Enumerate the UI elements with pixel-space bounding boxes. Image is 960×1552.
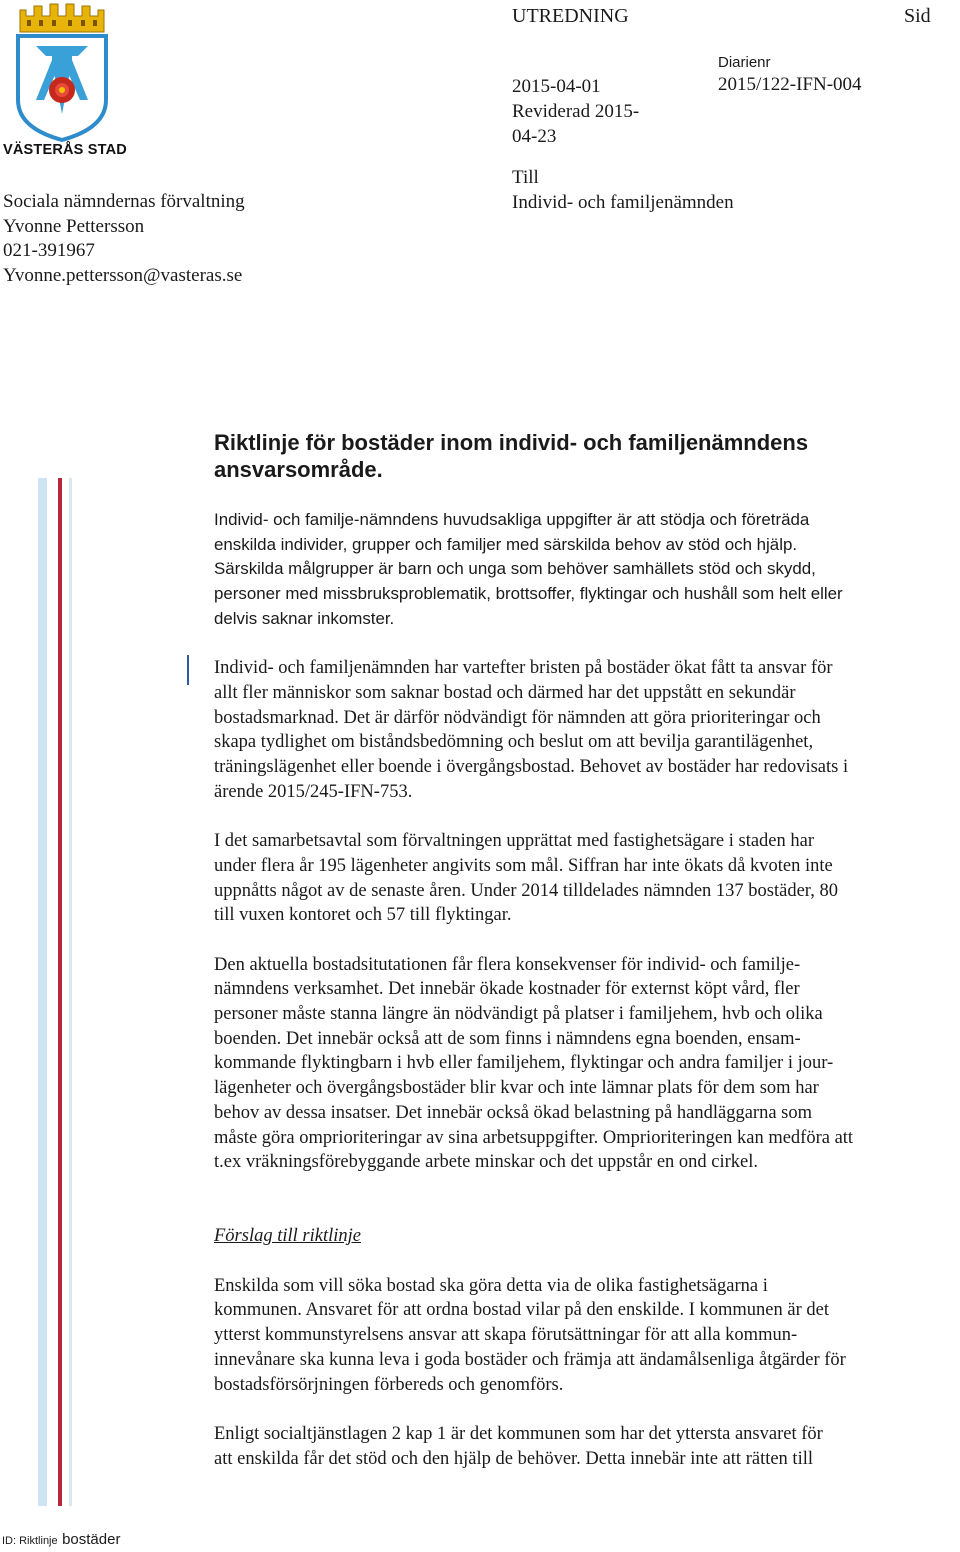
sender-department: Sociala nämndernas förvaltning [3,191,245,212]
text-line: ärende 2015/245-IFN-753. [214,781,413,802]
revision-change-bar [187,655,189,685]
document-title [214,429,914,483]
text-line: nämndens verksamhet. Det innebär ökade kostnader för externst köpt vård, fler [214,979,800,1000]
text-line: lägenheter och övergångsbostäder blir kvar och inte lämnar plats för dem som har [214,1078,819,1099]
footer-id-label: ID: Riktlinje [2,1535,58,1547]
decorative-stripe-blue [38,478,47,1506]
text-line: till vuxen kontoret och 57 till flyktingar. [214,905,512,926]
text-line: allt fler människor som saknar bostad och därmed har det uppstått en sekundär [214,682,796,703]
text-line: boenden. Det innebär också att de som finns i nämndens egna boenden, ensam- [214,1028,801,1049]
text-line: personer med missbruksproblematik, brottsoffer, flyktingar och hushåll som helt eller [214,584,843,604]
sender-phone: 021-391967 [3,240,95,261]
diarienr-label: Diarienr [718,54,771,71]
paragraph [214,656,959,804]
paragraph [214,829,959,928]
paragraph [214,1274,959,1398]
coat-of-arms-icon [14,2,110,142]
text-line: skapa tydlighet om biståndsbedömning och beslut om att bevilja garantilägenhet, [214,732,814,753]
revised-date-line2: 04-23 [512,126,557,147]
recipient-block [512,165,734,215]
footer-id [2,1531,120,1549]
text-line: Särskilda målgrupper är barn och unga som behöver samhällets stöd och skydd, [214,559,816,579]
text-line: Individ- och familjenämnden har vartefter bristen på bostäder ökat fått ta ansvar för [214,658,833,679]
city-name: VÄSTERÅS STAD [3,142,127,158]
paragraph [214,1422,959,1471]
section-heading-text: Förslag till riktlinje [214,1226,361,1247]
text-line: enskilda individer, grupper och familjer med särskilda behov av stöd och hjälp. [214,534,798,554]
text-line: bostadsförsörjningen förbereds och genomförs. [214,1374,564,1395]
text-line: uppnåtts något av de senaste åren. Under 2014 tilldelades nämnden 137 bostäder, 80 [214,880,838,901]
sender-email: Yvonne.pettersson@vasteras.se [3,264,243,286]
document-date: 2015-04-01 [512,76,601,97]
document-type: UTREDNING [512,5,629,27]
paragraph [214,953,959,1175]
text-line: Den aktuella bostadsitutationen får flera konsekvenser för individ- och familje- [214,954,801,975]
title-line: ansvarsområde. [214,457,383,482]
text-line: personer måste stanna längre än nödvändigt på platser i familjehem, hvb och olika [214,1004,823,1025]
diarienr-value: 2015/122-IFN-004 [718,74,862,95]
sender-block [3,190,245,288]
footer-id-value: bostäder [62,1531,121,1548]
text-line: under flera år 195 lägenheter angivits som mål. Siffran har inte ökats då kvoten inte [214,855,833,876]
text-line: Individ- och familje-nämndens huvudsakliga uppgifter är att stödja och företräda [214,510,810,529]
text-line: innevånare ska kunna leva i goda bostäder och främja att ändamålsenliga åtgärder för [214,1349,846,1370]
text-line: delvis saknar inkomster. [214,608,395,628]
page-label: Sid [904,5,931,27]
sender-name: Yvonne Pettersson [3,215,145,237]
recipient-label: Till [512,167,539,188]
text-line: kommunen. Ansvaret för att ordna bostad vilar på den enskilde. I kommunen är det [214,1300,829,1321]
text-line: ytterst kommunstyrelsens ansvar att skapa förutsättningar för att alla kommun- [214,1325,798,1346]
text-line: måste göra omprioriteringar av sina arbetsuppgifter. Omprioriteringen kan medföra att [214,1127,854,1148]
text-line: Enskilda som vill söka bostad ska göra detta via de olika fastighetsägarna i [214,1275,768,1296]
revised-date-line1: Reviderad 2015- [512,101,640,122]
date-block [512,74,672,149]
text-line: träningslägenhet eller boende i övergångsbostad. Behovet av bostäder har redovisats i [214,757,849,778]
text-line: att enskilda får det stöd och den hjälp de behöver. Detta innebär inte att rätten till [214,1448,813,1469]
text-line: kommande flyktingbarn i hvb eller familjehem, flyktingar och andra familjer i jour- [214,1053,834,1074]
intro-paragraph [214,508,959,632]
text-line: behov av dessa insatser. Det innebär också ökad belastning på handläggarna som [214,1102,812,1123]
decorative-stripe-red [58,478,62,1506]
text-line: Enligt socialtjänstlagen 2 kap 1 är det kommunen som har det yttersta ansvaret för [214,1423,823,1444]
text-line: t.ex vräkningsförebyggande arbete minskar och det uppstår en ond cirkel. [214,1152,759,1173]
title-line: Riktlinje för bostäder inom individ- och familjenämndens [214,430,809,455]
text-line: I det samarbetsavtal som förvaltningen upprättat med fastighetsägare i staden har [214,831,815,852]
document-body [214,508,959,1471]
decorative-stripe-light [69,478,72,1506]
text-line: bostadsmarknad. Det är därför nödvändigt för nämnden att göra prioriteringar och [214,707,821,728]
recipient-value: Individ- och familjenämnden [512,192,734,213]
section-heading [214,1224,959,1249]
